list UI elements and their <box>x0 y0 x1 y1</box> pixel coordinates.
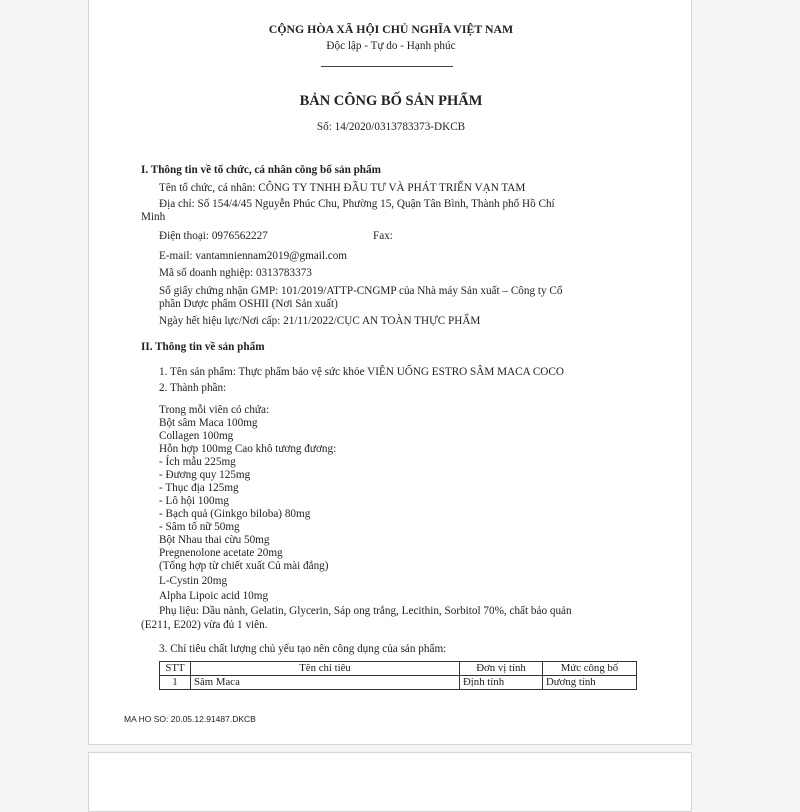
ingredient-line: Hỗn hợp 100mg Cao khô tương đương: <box>159 443 337 455</box>
ingredient-line: Bột sâm Maca 100mg <box>159 417 258 429</box>
ingredient-line: - Sâm tố nữ 50mg <box>159 521 240 533</box>
ingredient-line: L-Cystin 20mg <box>159 575 228 587</box>
address-line-2: Minh <box>141 211 166 223</box>
email: E-mail: vantamniennam2019@gmail.com <box>159 250 348 262</box>
ingredient-line: Bột Nhau thai cừu 50mg <box>159 534 270 546</box>
col-header-unit: Đơn vị tính <box>460 662 543 676</box>
table-cell: Định tính <box>460 676 543 690</box>
motto: Độc lập - Tự do - Hạnh phúc <box>326 40 456 52</box>
quality-criteria-label: 3. Chỉ tiêu chất lượng chủ yếu tạo nên công dụng của sản phẩm: <box>159 643 447 655</box>
address-line-1: Địa chỉ: Số 154/4/45 Nguyễn Phúc Chu, Phường 15, Quận Tân Bình, Thành phố Hồ Chí <box>159 198 555 210</box>
ingredient-line: - Thục địa 125mg <box>159 482 239 494</box>
phone: Điện thoại: 0976562227 <box>159 230 268 242</box>
composition-label: 2. Thành phần: <box>159 382 227 394</box>
section-2-heading: II. Thông tin về sản phẩm <box>141 341 265 353</box>
fax: Fax: <box>373 230 393 242</box>
ingredient-line: Alpha Lipoic acid 10mg <box>159 590 269 602</box>
table-cell: 1 <box>160 676 191 690</box>
next-page <box>88 752 692 812</box>
dossier-code: MA HO SO: 20.05.12.91487.DKCB <box>124 714 256 724</box>
table-row <box>160 676 637 690</box>
excipients-line-1: Phụ liệu: Dầu nành, Gelatin, Glycerin, Sáp ong trắng, Lecithin, Sorbitol 70%, chất bảo quản <box>159 605 572 617</box>
product-name: 1. Tên sản phẩm: Thực phẩm bảo vệ sức khỏe VIÊN UỐNG ESTRO SÂM MACA COCO <box>159 366 564 378</box>
document-title: BẢN CÔNG BỐ SẢN PHẨM <box>299 93 483 109</box>
country-heading: CỘNG HÒA XÃ HỘI CHỦ NGHĨA VIỆT NAM <box>268 22 514 36</box>
document-page <box>88 0 692 745</box>
excipients-line-2: (E211, E202) vừa đủ 1 viên. <box>141 619 268 631</box>
ingredient-line: Collagen 100mg <box>159 430 234 442</box>
ingredient-line: Pregnenolone acetate 20mg <box>159 547 283 559</box>
col-header-level: Mức công bố <box>543 662 637 676</box>
table-cell: Dương tính <box>543 676 637 690</box>
col-header-stt: STT <box>160 662 191 676</box>
document-number: Số: 14/2020/0313783373-DKCB <box>316 121 466 133</box>
ingredient-line: (Tổng hợp từ chiết xuất Củ mài đắng) <box>159 560 329 572</box>
ingredient-line: - Đương quy 125mg <box>159 469 251 481</box>
tax-code: Mã số doanh nghiệp: 0313783373 <box>159 267 312 279</box>
quality-table <box>159 661 637 690</box>
col-header-criteria: Tên chỉ tiêu <box>191 662 460 676</box>
ingredient-line: - Bạch quả (Ginkgo biloba) 80mg <box>159 508 311 520</box>
section-1-heading: I. Thông tin về tổ chức, cá nhân công bố sản phẩm <box>141 164 381 176</box>
gmp-line-1: Số giấy chứng nhận GMP: 101/2019/ATTP-CNGMP của Nhà máy Sản xuất – Công ty Cổ <box>159 285 563 297</box>
table-cell: Sâm Maca <box>191 676 460 690</box>
org-name: Tên tổ chức, cá nhân: CÔNG TY TNHH ĐẦU TƯ VÀ PHÁT TRIỂN VẠN TAM <box>159 182 526 194</box>
heading-divider <box>321 66 453 67</box>
table-header-row <box>160 662 637 676</box>
ingredient-line: - Lô hội 100mg <box>159 495 229 507</box>
ingredient-line: - Ích mẫu 225mg <box>159 456 236 468</box>
ingredient-line: Trong mỗi viên có chứa: <box>159 404 270 416</box>
validity: Ngày hết hiệu lực/Nơi cấp: 21/11/2022/CỤC AN TOÀN THỰC PHẨM <box>159 315 481 327</box>
gmp-line-2: phần Dược phẩm OSHII (Nơi Sản xuất) <box>159 298 338 310</box>
